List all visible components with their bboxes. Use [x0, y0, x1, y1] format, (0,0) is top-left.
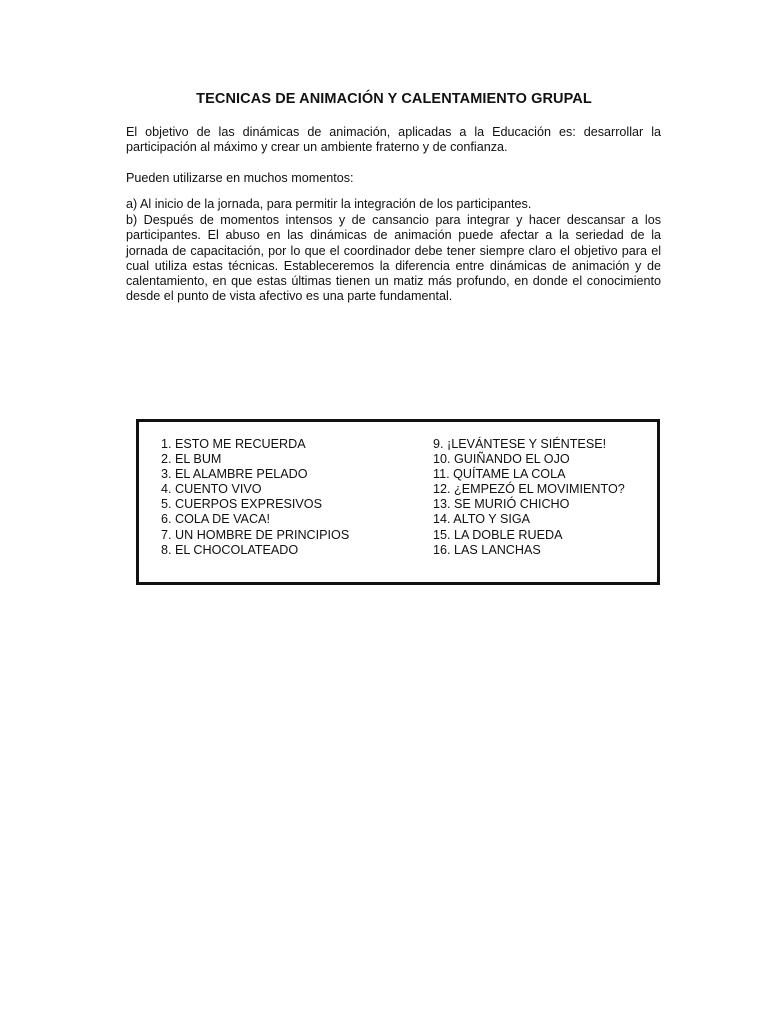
list-item: 16. LAS LANCHAS: [433, 542, 541, 557]
usage-paragraph: Pueden utilizarse en muchos momentos:: [126, 171, 354, 185]
list-item: 4. CUENTO VIVO: [161, 482, 262, 497]
list-item: 3. EL ALAMBRE PELADO: [161, 467, 308, 482]
techniques-box: [136, 419, 660, 585]
list-item: 6. COLA DE VACA!: [161, 512, 270, 527]
list-item: 9. ¡LEVÁNTESE Y SIÉNTESE!: [433, 437, 607, 451]
techniques-list-left: [161, 437, 349, 558]
usage-item-a: a) Al inicio de la jornada, para permitir la integración de los participantes.: [126, 197, 532, 211]
list-item: 12. ¿EMPEZÓ EL MOVIMIENTO?: [433, 482, 625, 497]
list-item: 14. ALTO Y SIGA: [433, 512, 531, 527]
intro-paragraph: El objetivo de las dinámicas de animación, aplicadas a la Educación es: desarrollar la participación al máximo y crear un ambiente fraterno y de confianza.: [126, 125, 661, 155]
list-item: 7. UN HOMBRE DE PRINCIPIOS: [161, 527, 350, 542]
list-item: 15. LA DOBLE RUEDA: [433, 527, 563, 542]
list-item: 10. GUIÑANDO EL OJO: [433, 452, 570, 467]
list-item: 1. ESTO ME RECUERDA: [161, 437, 306, 451]
usage-item-b: b) Después de momentos intensos y de cansancio para integrar y hacer descansar a los participantes. El abuso en las dinámicas de animación puede afectar a la seriedad de la jornada de capacitación, por lo que el coordinador debe tener siempre claro el objetivo para el cual utiliza estas técnicas. Estableceremos la diferencia entre dinámicas de animación y de calentamiento, en que estas últimas tienen un matiz más profundo, en donde el conocimiento desde el punto de vista afectivo es una parte fundamental.: [126, 213, 661, 304]
list-item: 13. SE MURIÓ CHICHO: [433, 497, 570, 512]
page-title: TECNICAS DE ANIMACIÓN Y CALENTAMIENTO GRUPAL: [196, 91, 592, 107]
list-item: 5. CUERPOS EXPRESIVOS: [161, 497, 322, 512]
list-item: 11. QUÍTAME LA COLA: [433, 467, 566, 482]
list-item: 2. EL BUM: [161, 452, 222, 467]
list-item: 8. EL CHOCOLATEADO: [161, 542, 299, 557]
techniques-list-right: [433, 437, 625, 558]
